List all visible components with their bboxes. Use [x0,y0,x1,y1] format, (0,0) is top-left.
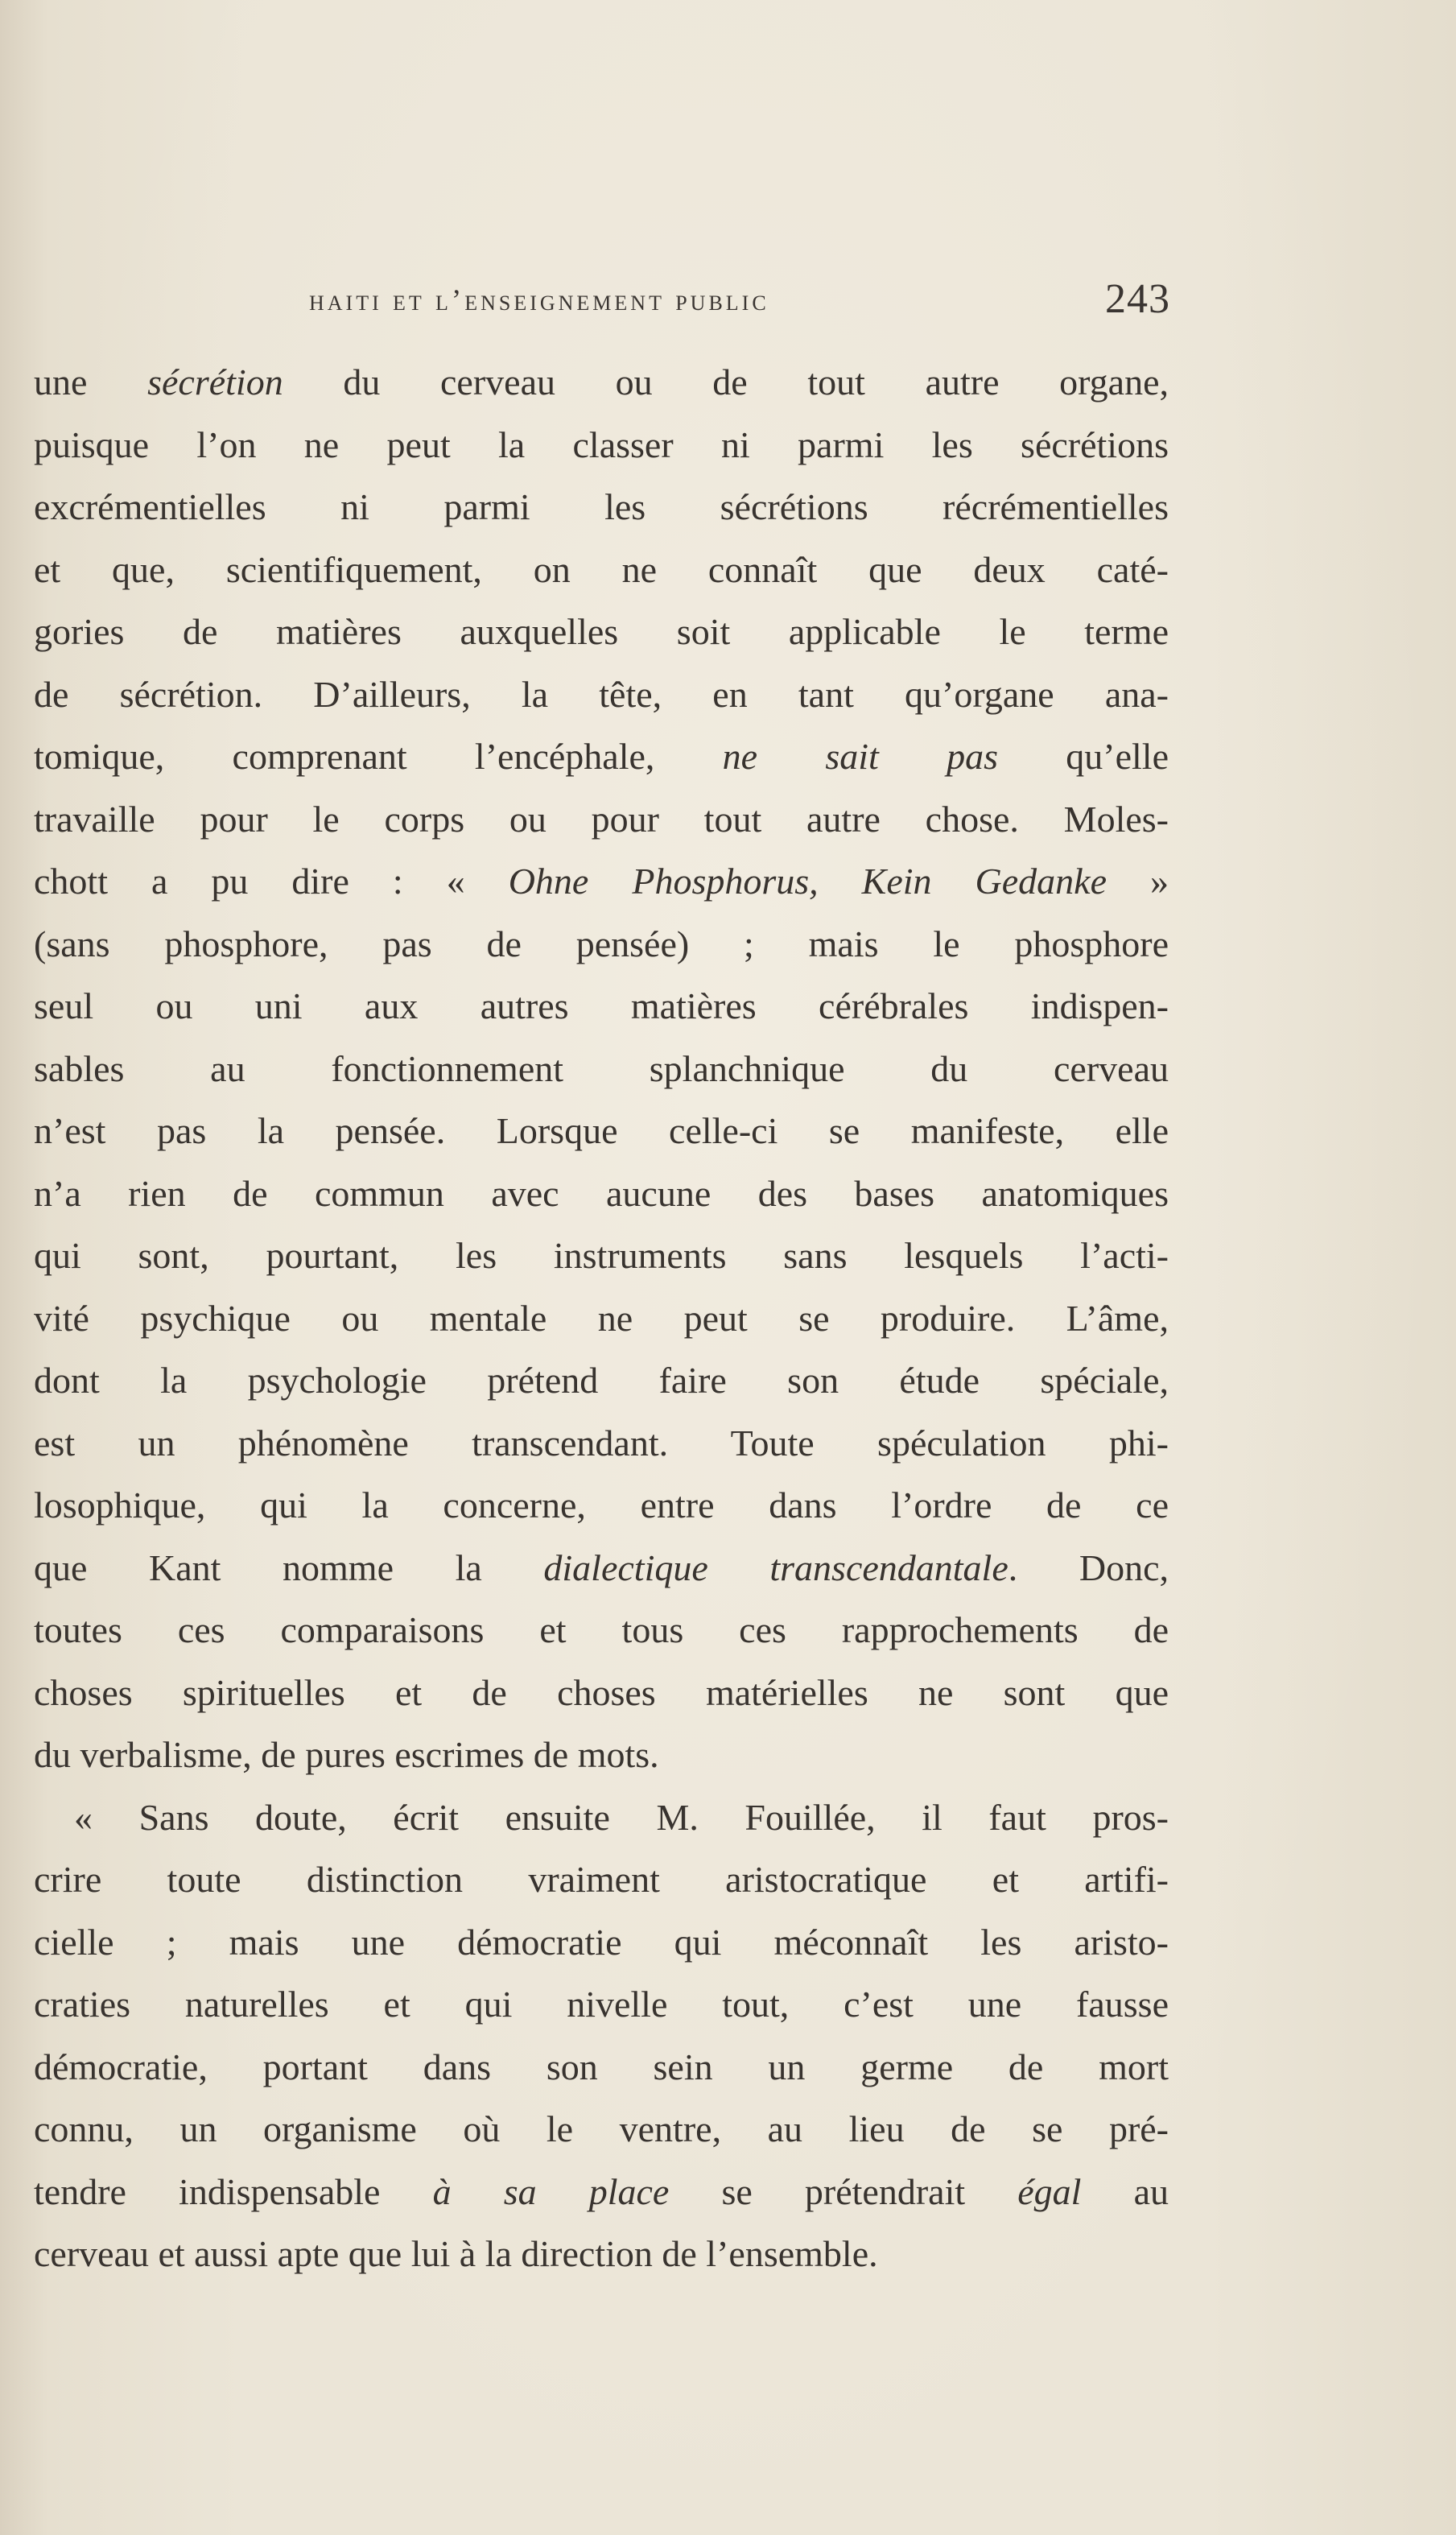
text-line [34,788,1169,851]
text-line [34,476,1169,539]
line-text: craties naturelles et qui nivelle tout, c’est une fausse [34,1984,1169,2025]
line-text: choses spirituelles et de choses matérielles ne sont que [34,1671,1169,1713]
line-text: travaille pour le corps ou pour tout autre chose. Moles- [34,798,1169,840]
line-text: « Sans doute, écrit ensuite M. Fouillée, il faut pros- [74,1796,1169,1838]
text-line [34,663,1169,726]
line-text: une [34,361,148,403]
line-text: que Kant nomme la [34,1546,544,1588]
text-line [34,913,1169,976]
line-text: (sans phosphore, pas de pensée) ; mais le phosphore [34,923,1169,964]
line-text: tomique, comprenant l’encéphale, [34,736,723,777]
text-line [34,1224,1169,1287]
italic-phrase: égal [1017,2170,1082,2212]
line-text: de sécrétion. D’ailleurs, la tête, en tant qu’organe ana- [34,673,1169,715]
text-line [34,2036,1169,2099]
line-text: n’est pas la pensée. Lorsque celle-ci se manifeste, elle [34,1110,1169,1151]
text-line [34,1038,1169,1100]
italic-phrase: dialectique transcendantale [543,1546,1008,1588]
line-text: tendre indispensable [34,2170,433,2212]
line-text: cerveau et aussi apte que lui à la direction de l’ensemble. [34,2233,878,2274]
text-line [34,1100,1169,1162]
line-text: gories de matières auxquelles soit applicable le terme [34,611,1169,652]
text-line [34,2098,1169,2161]
line-text: du cerveau ou de tout autre organe, [283,361,1169,403]
running-title: haiti et l’enseignement public [309,284,769,317]
text-line [34,414,1169,477]
line-text: chott a pu dire : « [34,861,509,902]
text-line [34,351,1169,414]
italic-phrase: Ohne Phosphorus, Kein Gedanke [508,861,1107,902]
line-text: qui sont, pourtant, les instruments sans lesquels l’acti- [34,1235,1169,1276]
text-line [34,1537,1169,1600]
text-body [34,351,1169,2285]
line-text: du verbalisme, de pures escrimes de mots. [34,1734,659,1775]
line-text: sables au fonctionnement splanchnique du cerveau [34,1047,1169,1089]
line-text: et que, scientifiquement, on ne connaît que deux caté- [34,548,1169,590]
italic-phrase: ne sait pas [722,736,998,777]
text-line [34,1973,1169,2036]
text-line [34,2161,1169,2223]
line-text: connu, un organisme où le ventre, au lieu de se pré- [34,2108,1169,2149]
line-text: crire toute distinction vraiment aristocratique et artifi- [34,1859,1169,1900]
text-line [34,2223,1169,2285]
text-line [34,1412,1169,1475]
text-line [34,601,1169,663]
line-text: n’a rien de commun avec aucune des bases anatomiques [34,1172,1169,1214]
text-line [34,975,1169,1038]
line-text: . Donc, [1008,1546,1169,1588]
text-line [34,1724,1169,1786]
text-line [34,1848,1169,1911]
line-text: vité psychique ou mentale ne peut se produire. L’âme, [34,1297,1169,1339]
text-line [34,1662,1169,1724]
text-line [34,1599,1169,1662]
text-line [34,725,1169,788]
page-number: 243 [1105,276,1170,322]
text-line [34,1349,1169,1412]
line-text: est un phénomène transcendant. Toute spéculation phi- [34,1422,1169,1464]
line-text: » [1107,861,1169,902]
line-text: dont la psychologie prétend faire son étude spéciale, [34,1360,1169,1401]
line-text: cielle ; mais une démocratie qui méconnaît les aristo- [34,1921,1169,1963]
text-line [34,539,1169,601]
text-line [34,850,1169,913]
line-text: seul ou uni aux autres matières cérébrales indispen- [34,985,1169,1026]
line-text: se prétendrait [669,2170,1018,2212]
text-line [34,1474,1169,1537]
line-text: losophique, qui la concerne, entre dans l’ordre de ce [34,1484,1169,1526]
line-text: excrémentielles ni parmi les sécrétions récrémentielles [34,486,1169,527]
text-line [34,1287,1169,1350]
line-text: toutes ces comparaisons et tous ces rapprochements de [34,1609,1169,1650]
italic-phrase: sécrétion [147,361,283,403]
italic-phrase: à sa place [432,2170,670,2212]
line-text: qu’elle [998,736,1169,777]
line-text: au [1081,2170,1169,2212]
text-line [34,1911,1169,1974]
line-text: puisque l’on ne peut la classer ni parmi les sécrétions [34,423,1169,465]
line-text: démocratie, portant dans son sein un germe de mort [34,2046,1169,2087]
running-head [32,274,1170,330]
text-line [34,1162,1169,1225]
text-line [34,1786,1169,1849]
